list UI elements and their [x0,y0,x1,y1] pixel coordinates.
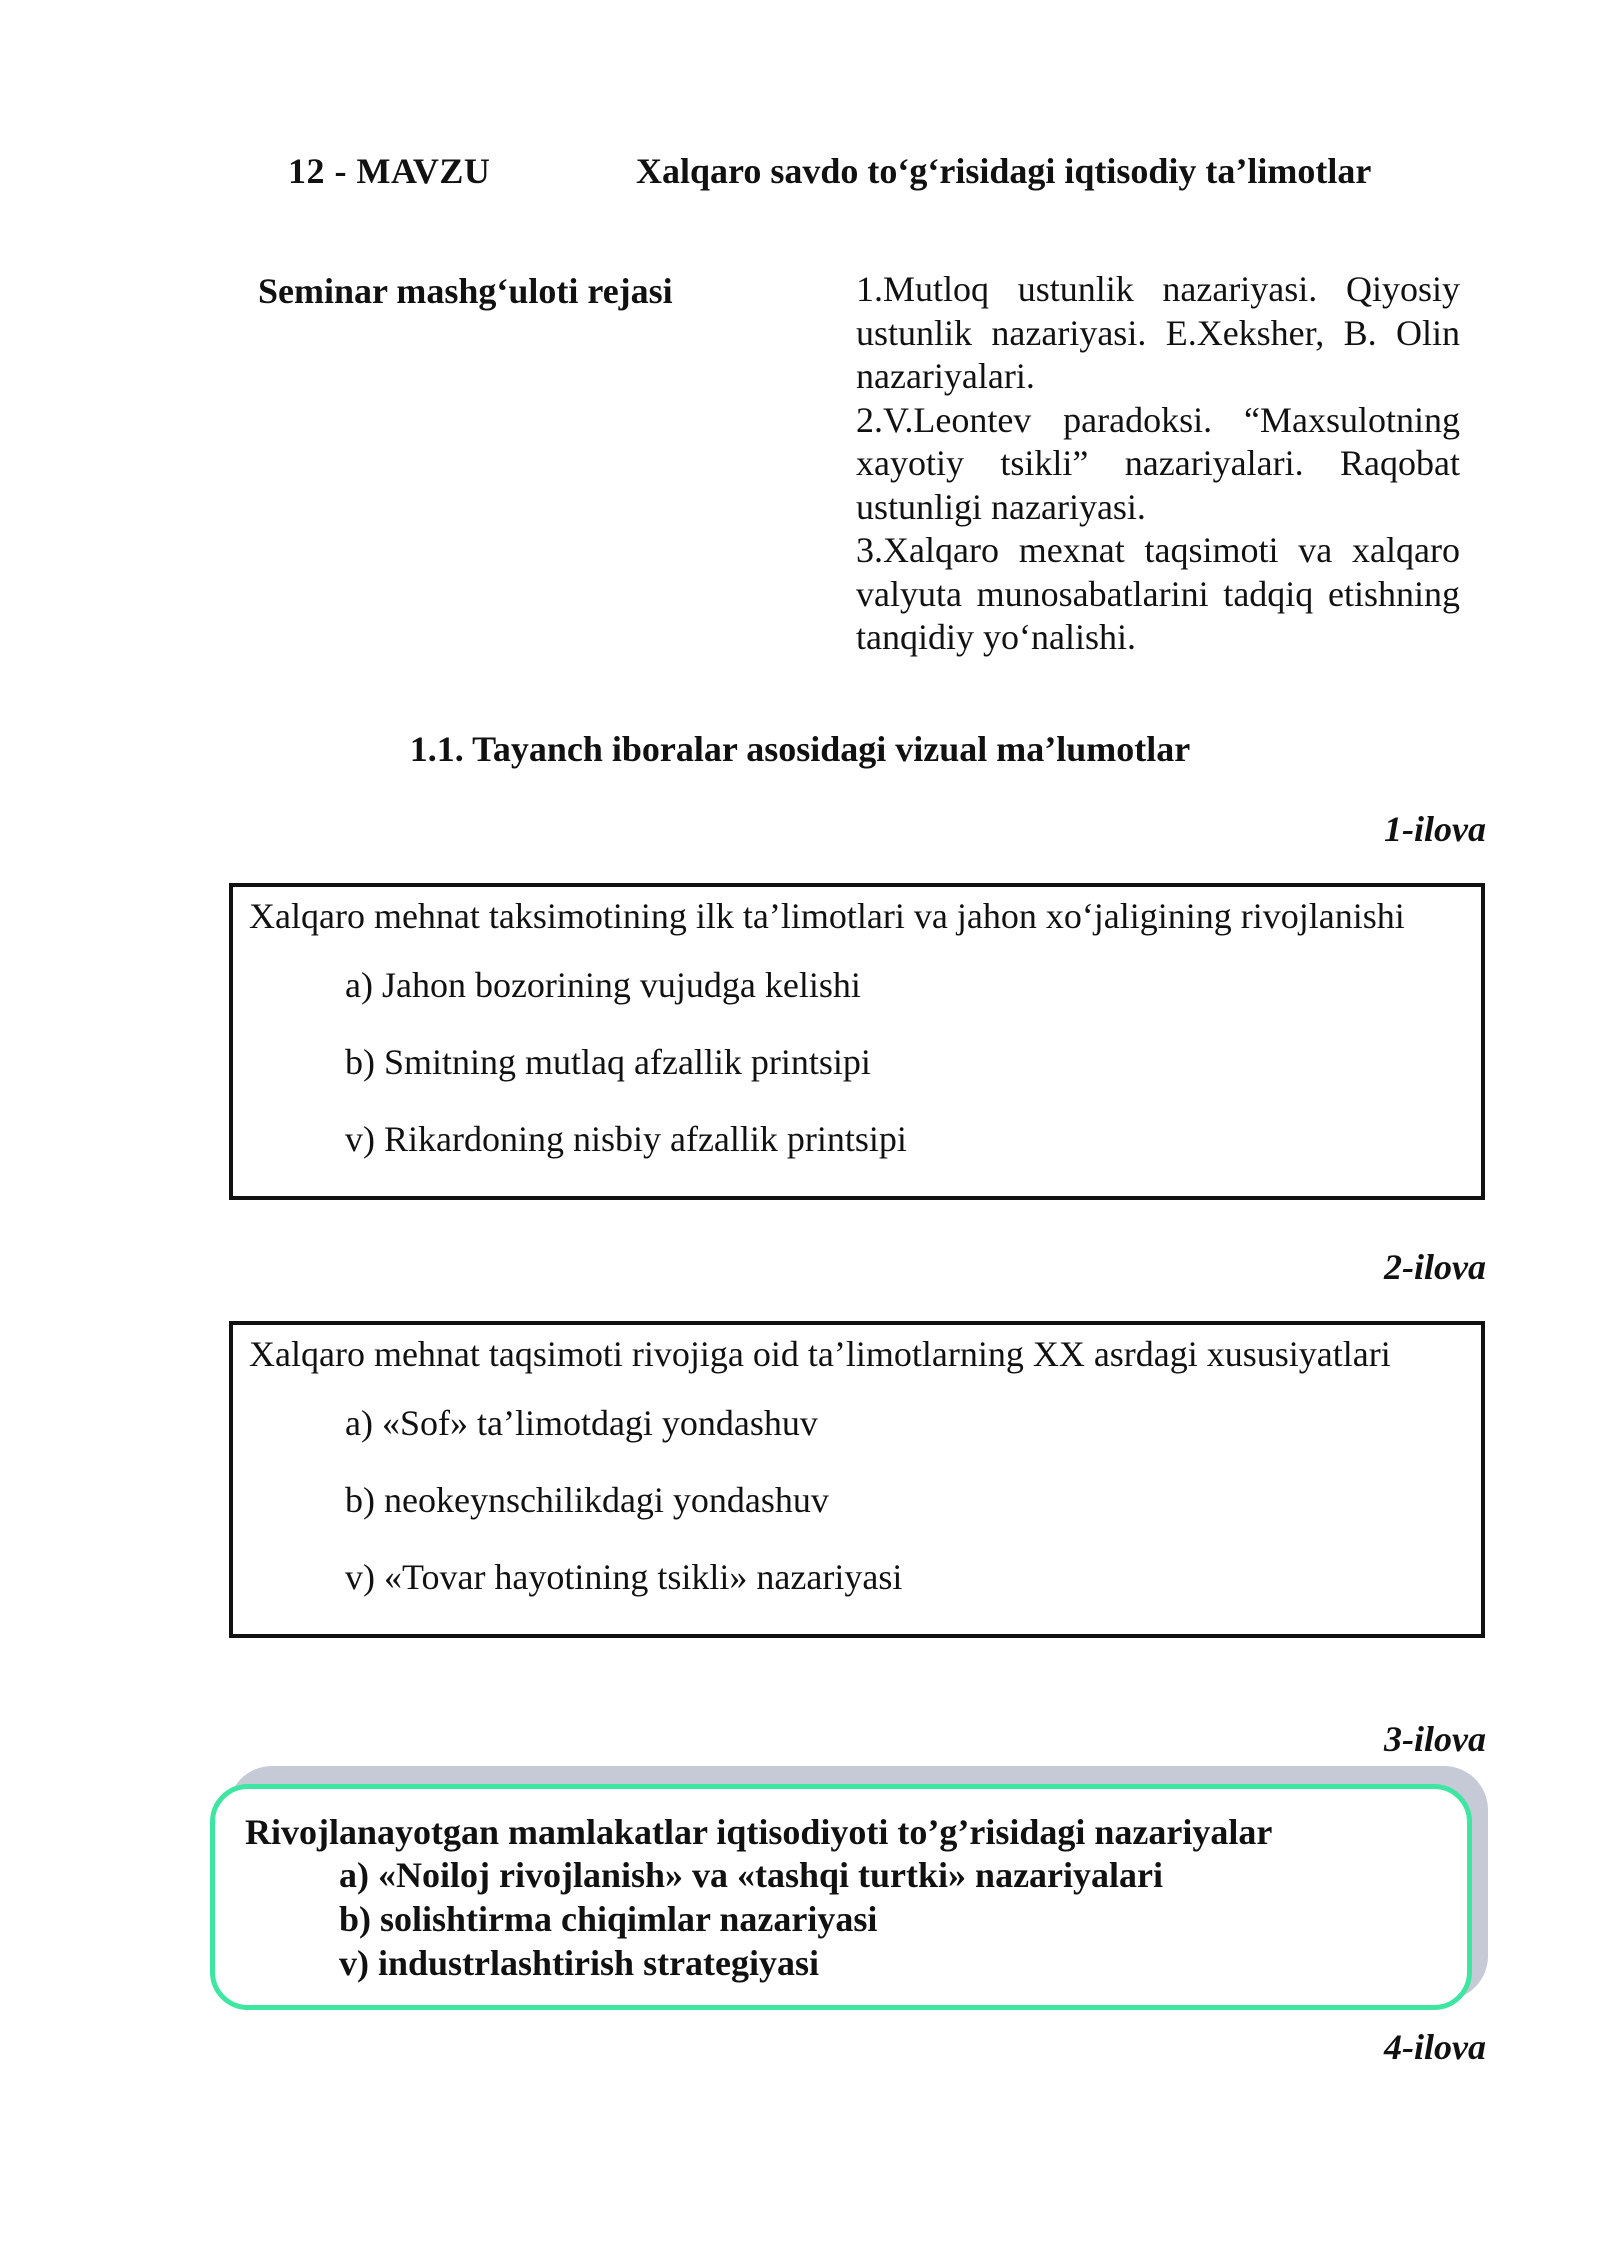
appendix-box-list [345,967,907,1198]
list-item: v) «Tovar hayotining tsikli» nazariyasi [345,1557,903,1597]
appendix-callout [210,1784,1472,2010]
appendix-label: 1-ilova [1384,809,1486,849]
list-item: a) «Sof» ta’limotdagi yondashuv [345,1403,818,1443]
seminar-plan-item: 1.Mutloq ustunlik nazariyasi. Qiyosiy ustunlik nazariyasi. E.Xeksher, B. Olin nazariyalari. [856,269,1460,396]
appendix-box [229,883,1485,1200]
section-heading-text: 1.1. Tayanch iboralar asosidagi vizual ma’lumotlar [409,729,1191,769]
appendix-callout-list [339,1855,1163,1987]
list-item: v) industrlashtirish strategiyasi [339,1943,820,1983]
appendix-callout-title: Rivojlanayotgan mamlakatlar iqtisodiyoti to’g’risidagi nazariyalar [245,1812,1273,1852]
topic-number: 12 - MAVZU [288,151,491,191]
topic-title: Xalqaro savdo to‘g‘risidagi iqtisodiy ta’limotlar [636,151,1372,191]
list-item: b) solishtirma chiqimlar nazariyasi [339,1899,878,1939]
appendix-label: 3-ilova [1384,1719,1486,1759]
appendix-box-list [345,1405,902,1636]
seminar-plan-item: 3.Xalqaro mexnat taqsimoti va xalqaro valyuta munosabatlarini tadqiq etishning tanqidiy yo‘nalishi. [856,530,1460,657]
appendix-label: 4-ilova [1384,2027,1486,2067]
appendix-box-title: Xalqaro mehnat taqsimoti rivojiga oid ta’limotlarning XX asrdagi xususiyatlari [249,1334,1391,1374]
list-item: b) neokeynschilikdagi yondashuv [345,1480,829,1520]
list-item: a) «Noiloj rivojlanish» va «tashqi turtki» nazariyalari [339,1855,1164,1895]
appendix-box-title: Xalqaro mehnat taksimotining ilk ta’limotlari va jahon xo‘jaligining rivojlanishi [249,896,1405,936]
seminar-plan-label: Seminar mashg‘uloti rejasi [258,271,673,311]
appendix-label: 2-ilova [1384,1247,1486,1287]
list-item: v) Rikardoning nisbiy afzallik printsipi [345,1119,907,1159]
list-item: a) Jahon bozorining vujudga kelishi [345,965,861,1005]
seminar-plan-list [856,268,1460,660]
seminar-plan-item: 2.V.Leontev paradoksi. “Maxsulotning xayotiy tsikli” nazariyalari. Raqobat ustunligi nazariyasi. [856,399,1460,527]
list-item: b) Smitning mutlaq afzallik printsipi [345,1042,871,1082]
appendix-box [229,1321,1485,1638]
section-heading [0,728,1600,770]
